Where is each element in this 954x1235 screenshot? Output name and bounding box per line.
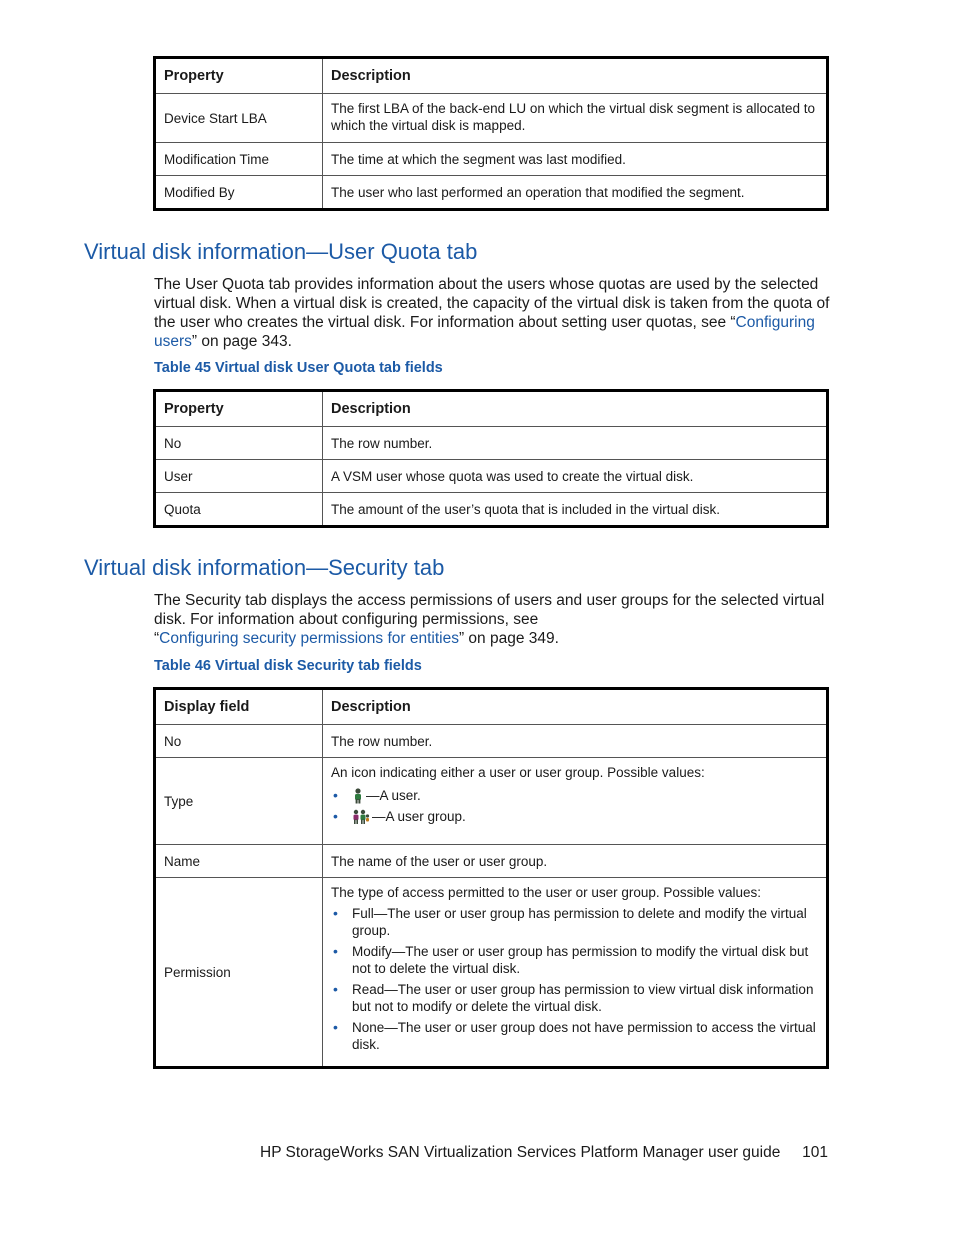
description-cell: The row number. <box>323 725 828 758</box>
permission-value-full: Full—The user or user group has permission to delete and modify the virtual group. <box>352 906 807 938</box>
user-quota-table <box>153 389 829 528</box>
paragraph-text: “ <box>154 630 160 647</box>
user-quota-paragraph <box>154 275 834 351</box>
table-row <box>155 143 828 176</box>
table-row <box>155 758 828 845</box>
permission-intro: The type of access permitted to the user or user group. Possible values: <box>331 885 761 900</box>
type-value-text: —A user. <box>366 788 421 803</box>
configuring-security-permissions-link[interactable]: Configuring security permissions for entities <box>159 630 459 647</box>
column-header-display-field: Display field <box>155 689 323 725</box>
column-header-description: Description <box>323 391 828 427</box>
configuring-users-link[interactable]: Configuring users <box>154 314 815 350</box>
table-45-caption: Table 45 Virtual disk User Quota tab fields <box>154 360 443 376</box>
paragraph-text: ” on page 349. <box>458 630 559 647</box>
user-group-icon <box>352 809 370 825</box>
field-cell: Type <box>155 758 323 845</box>
properties-table-continued <box>153 56 829 211</box>
table-row <box>155 94 828 143</box>
description-cell: The first LBA of the back-end LU on which the virtual disk segment is allocated to which the virtual disk is mapped. <box>323 94 828 143</box>
paragraph-text: The Security tab displays the access permissions of users and user groups for the selected virtual disk. For information about configuring permissions, see <box>154 592 825 628</box>
property-cell: Modification Time <box>155 143 323 176</box>
list-item <box>331 787 818 804</box>
type-intro: An icon indicating either a user or user group. Possible values: <box>331 765 705 780</box>
description-cell <box>323 878 828 1068</box>
table-row <box>155 460 828 493</box>
column-header-description: Description <box>323 58 828 94</box>
type-values-list <box>331 787 818 825</box>
user-icon <box>352 788 364 804</box>
table-row <box>155 427 828 460</box>
bullet-icon: • <box>333 905 338 921</box>
list-item <box>331 981 818 1015</box>
description-cell: The name of the user or user group. <box>323 845 828 878</box>
description-cell <box>323 758 828 845</box>
table-row <box>155 493 828 527</box>
paragraph-text: ” on page 343. <box>191 333 292 350</box>
column-header-property: Property <box>155 58 323 94</box>
type-value-text: —A user group. <box>372 809 466 824</box>
table-46-caption: Table 46 Virtual disk Security tab fields <box>154 658 422 674</box>
bullet-icon: • <box>333 943 338 959</box>
bullet-icon: • <box>333 1019 338 1035</box>
property-cell: No <box>155 427 323 460</box>
table-row <box>155 845 828 878</box>
table-row <box>155 878 828 1068</box>
bullet-icon: • <box>333 787 338 803</box>
list-item <box>331 943 818 977</box>
bullet-icon: • <box>333 808 338 824</box>
type-value <box>352 808 818 825</box>
description-cell: The amount of the user’s quota that is included in the virtual disk. <box>323 493 828 527</box>
permission-value-read: Read—The user or user group has permission to view virtual disk information but not to modify or delete the virtual disk. <box>352 982 814 1014</box>
permission-value-modify: Modify—The user or user group has permission to modify the virtual disk but not to delete the virtual disk. <box>352 944 809 976</box>
page-number: 101 <box>802 1144 828 1161</box>
description-cell: The row number. <box>323 427 828 460</box>
permission-values-list <box>331 905 818 1053</box>
list-item <box>331 905 818 939</box>
bullet-icon: • <box>333 981 338 997</box>
description-cell: The time at which the segment was last modified. <box>323 143 828 176</box>
list-item <box>331 1019 818 1053</box>
property-cell: User <box>155 460 323 493</box>
property-cell: Device Start LBA <box>155 94 323 143</box>
property-cell: Quota <box>155 493 323 527</box>
field-cell: No <box>155 725 323 758</box>
security-paragraph <box>154 591 844 648</box>
description-cell: The user who last performed an operation that modified the segment. <box>323 176 828 210</box>
section-heading-user-quota: Virtual disk information—User Quota tab <box>84 239 478 264</box>
page-footer <box>260 1144 830 1162</box>
table-row <box>155 725 828 758</box>
security-table <box>153 687 829 1069</box>
description-cell: A VSM user whose quota was used to create the virtual disk. <box>323 460 828 493</box>
footer-title: HP StorageWorks SAN Virtualization Services Platform Manager user guide <box>260 1144 781 1161</box>
field-cell: Name <box>155 845 323 878</box>
field-cell: Permission <box>155 878 323 1068</box>
column-header-property: Property <box>155 391 323 427</box>
permission-value-none: None—The user or user group does not have permission to access the virtual disk. <box>352 1020 816 1052</box>
property-cell: Modified By <box>155 176 323 210</box>
paragraph-text: The User Quota tab provides information about the users whose quotas are used by the selected virtual disk. When a virtual disk is created, the capacity of the virtual disk is taken from the quota of the user who creates the virtual disk. For information about setting user quotas, see “ <box>154 276 830 331</box>
list-item <box>331 808 818 825</box>
type-value <box>352 787 818 804</box>
table-row <box>155 176 828 210</box>
section-heading-security: Virtual disk information—Security tab <box>84 555 445 580</box>
column-header-description: Description <box>323 689 828 725</box>
